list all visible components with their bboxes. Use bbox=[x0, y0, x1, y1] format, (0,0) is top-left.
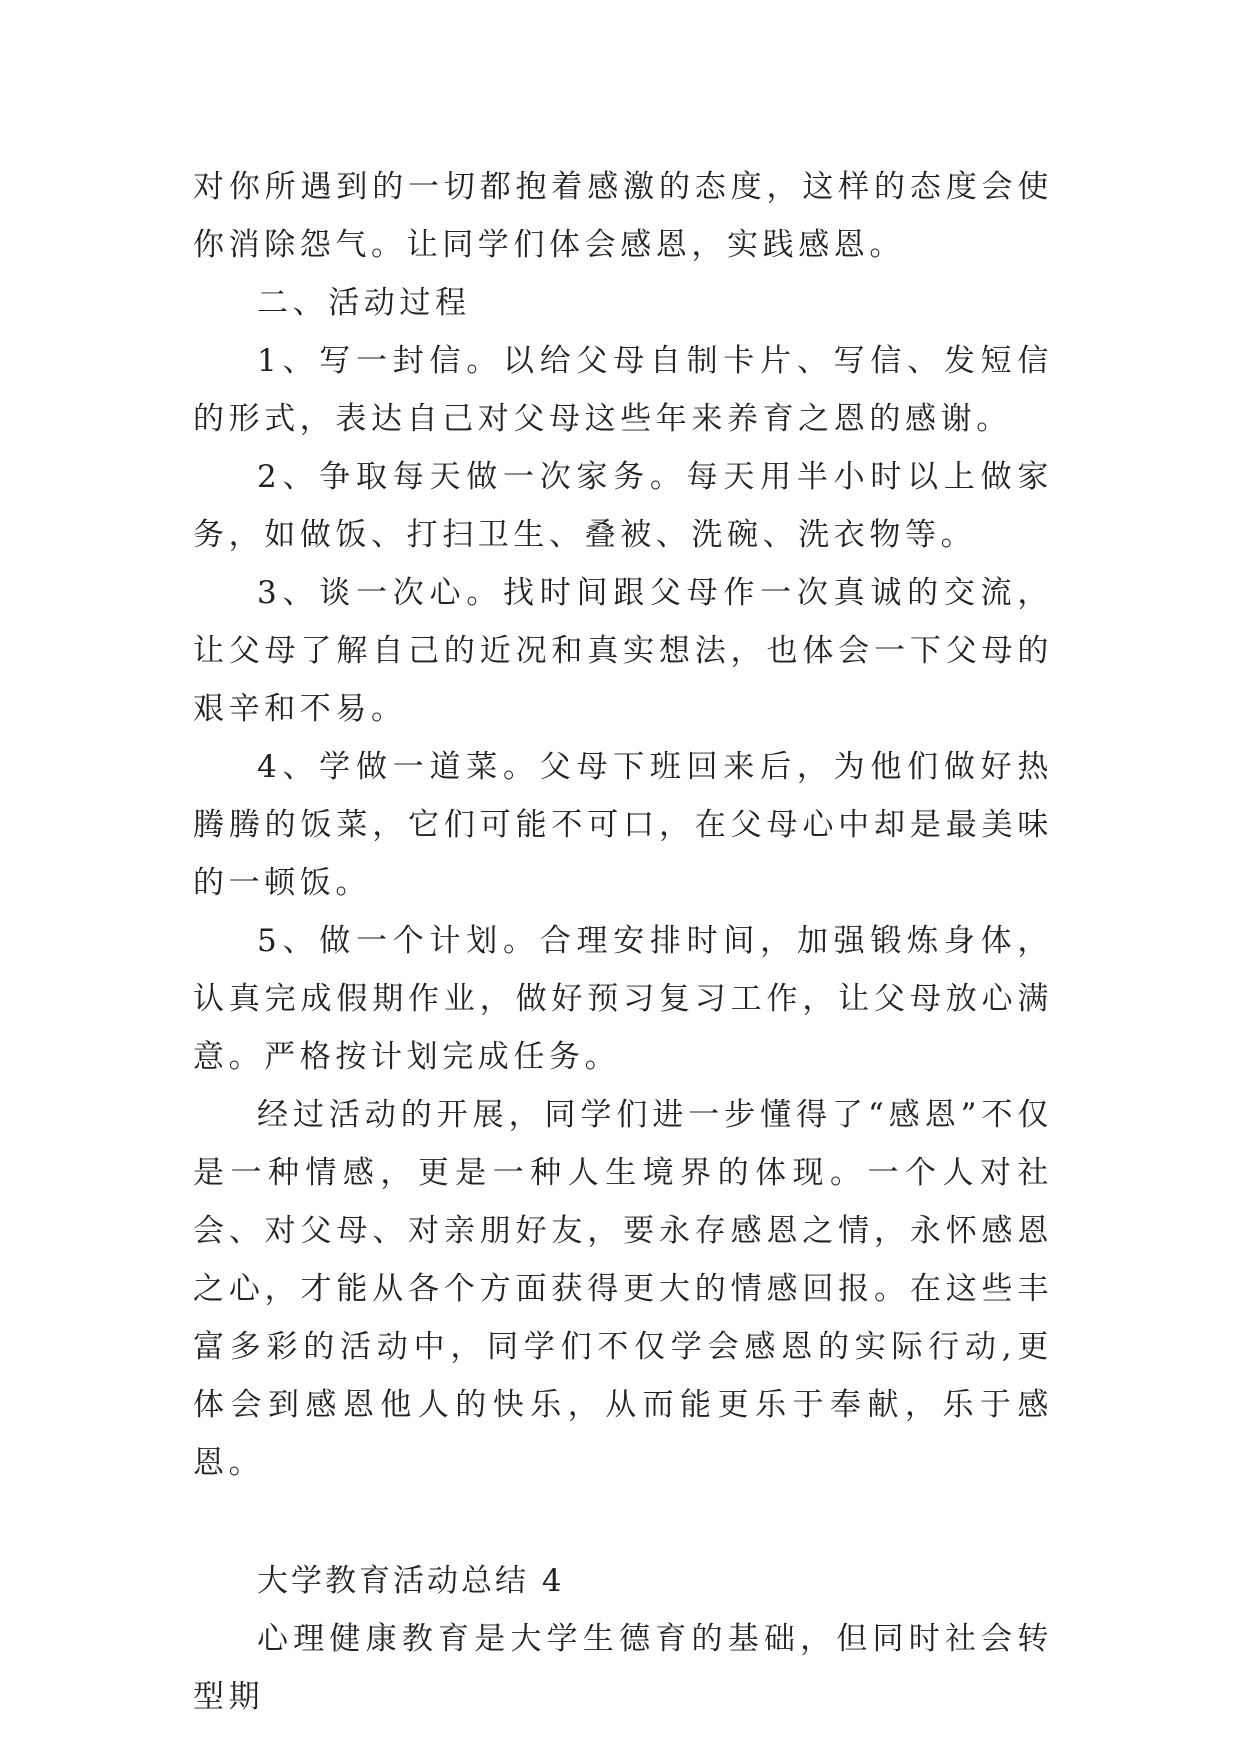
section-title: 大学教育活动总结 4 bbox=[257, 1563, 565, 1599]
paragraph-conclusion: 经过活动的开展，同学们进一步懂得了“感恩”不仅是一种情感，更是一种人生境界的体现。一个人对社会、对父母、对亲朋好友，要永存感恩之情，永怀感恩之心，才能从各个方面获得更大的情感回报。在这些丰富多彩的活动中，同学们不仅学会感恩的实际行动,更体会到感恩他人的快乐，从而能更乐于奉献，乐于感恩。 bbox=[193, 1097, 1053, 1481]
paragraph-section-start: 心理健康教育是大学生德育的基础，但同时社会转型期 bbox=[193, 1621, 1053, 1715]
section-spacer bbox=[193, 1492, 1053, 1552]
paragraph-item-2: 2、争取每天做一次家务。每天用半小时以上做家务，如做饭、打扫卫生、叠被、洗碗、洗衣物等。 bbox=[193, 459, 1053, 553]
paragraph-item-5: 5、做一个计划。合理安排时间，加强锻炼身体，认真完成假期作业，做好预习复习工作，让父母放心满意。严格按计划完成任务。 bbox=[193, 923, 1053, 1075]
paragraph-item-3: 3、谈一次心。找时间跟父母作一次真诚的交流，让父母了解自己的近况和真实想法，也体会一下父母的艰辛和不易。 bbox=[193, 575, 1053, 727]
paragraph-item-4: 4、学做一道菜。父母下班回来后，为他们做好热腾腾的饭菜，它们可能不可口，在父母心中却是最美味的一顿饭。 bbox=[193, 749, 1053, 901]
paragraph-intro: 对你所遇到的一切都抱着感激的态度，这样的态度会使你消除怨气。让同学们体会感恩，实践感恩。 bbox=[193, 169, 1053, 263]
section-heading-activity-process: 二、活动过程 bbox=[257, 285, 471, 321]
document-page bbox=[193, 158, 1053, 1726]
paragraph-item-1: 1、写一封信。以给父母自制卡片、写信、发短信的形式，表达自己对父母这些年来养育之恩的感谢。 bbox=[193, 343, 1053, 437]
